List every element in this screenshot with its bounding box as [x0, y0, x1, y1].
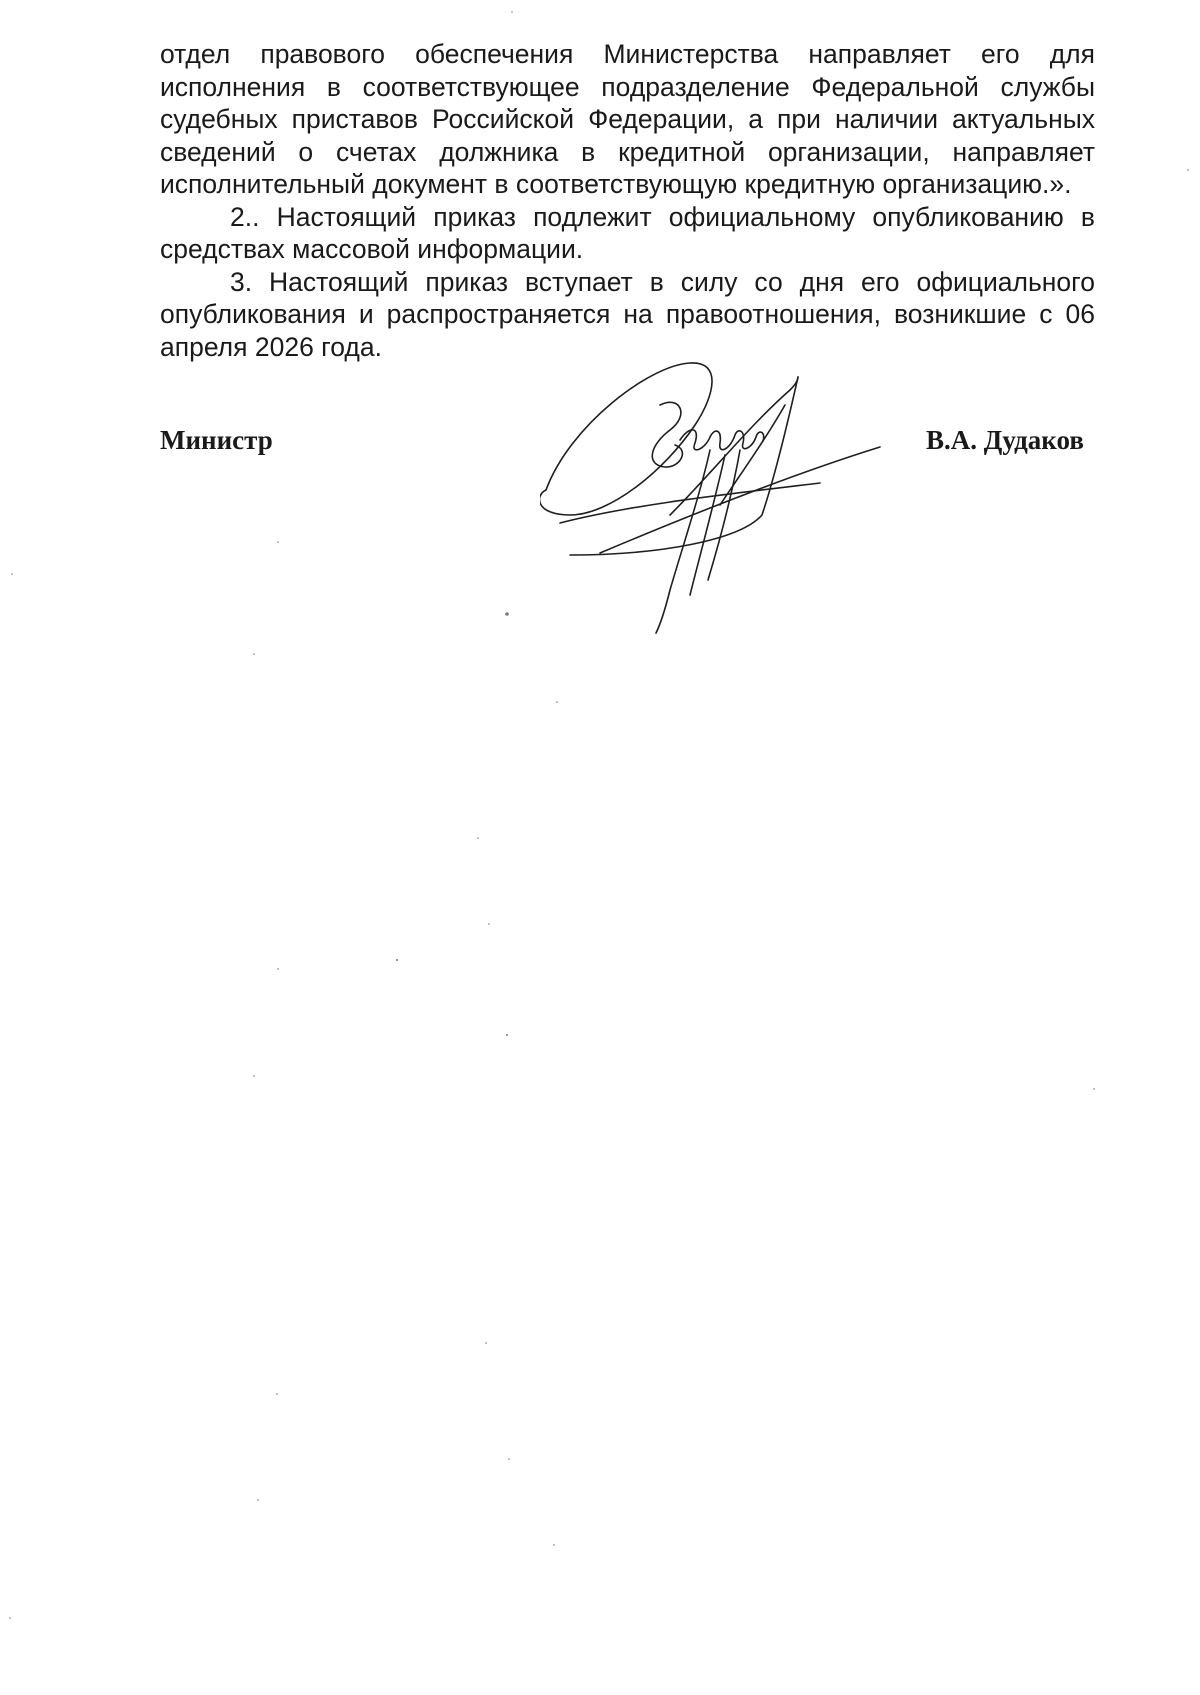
- paragraph-2: 2.. Настоящий приказ подлежит официальному опубликованию в средствах массовой информации.: [160, 201, 1095, 264]
- signer-position: Министр: [160, 425, 273, 455]
- paragraph-3: 3. Настоящий приказ вступает в силу со дня его официального опубликования и распространяется на правоотношения, возникшие с 06 апреля 2026 года.: [160, 266, 1095, 362]
- paragraph-continuation: отдел правового обеспечения Министерства направляет его для исполнения в соответствующее подразделение Федеральной службы судебных приставов Российской Федерации, а при наличии актуальных сведений о счетах должника в кредитной организации, направляет исполнительный документ в соответствующую кредитную организацию.».: [160, 39, 1095, 199]
- signer-name: В.А. Дудаков: [926, 425, 1084, 455]
